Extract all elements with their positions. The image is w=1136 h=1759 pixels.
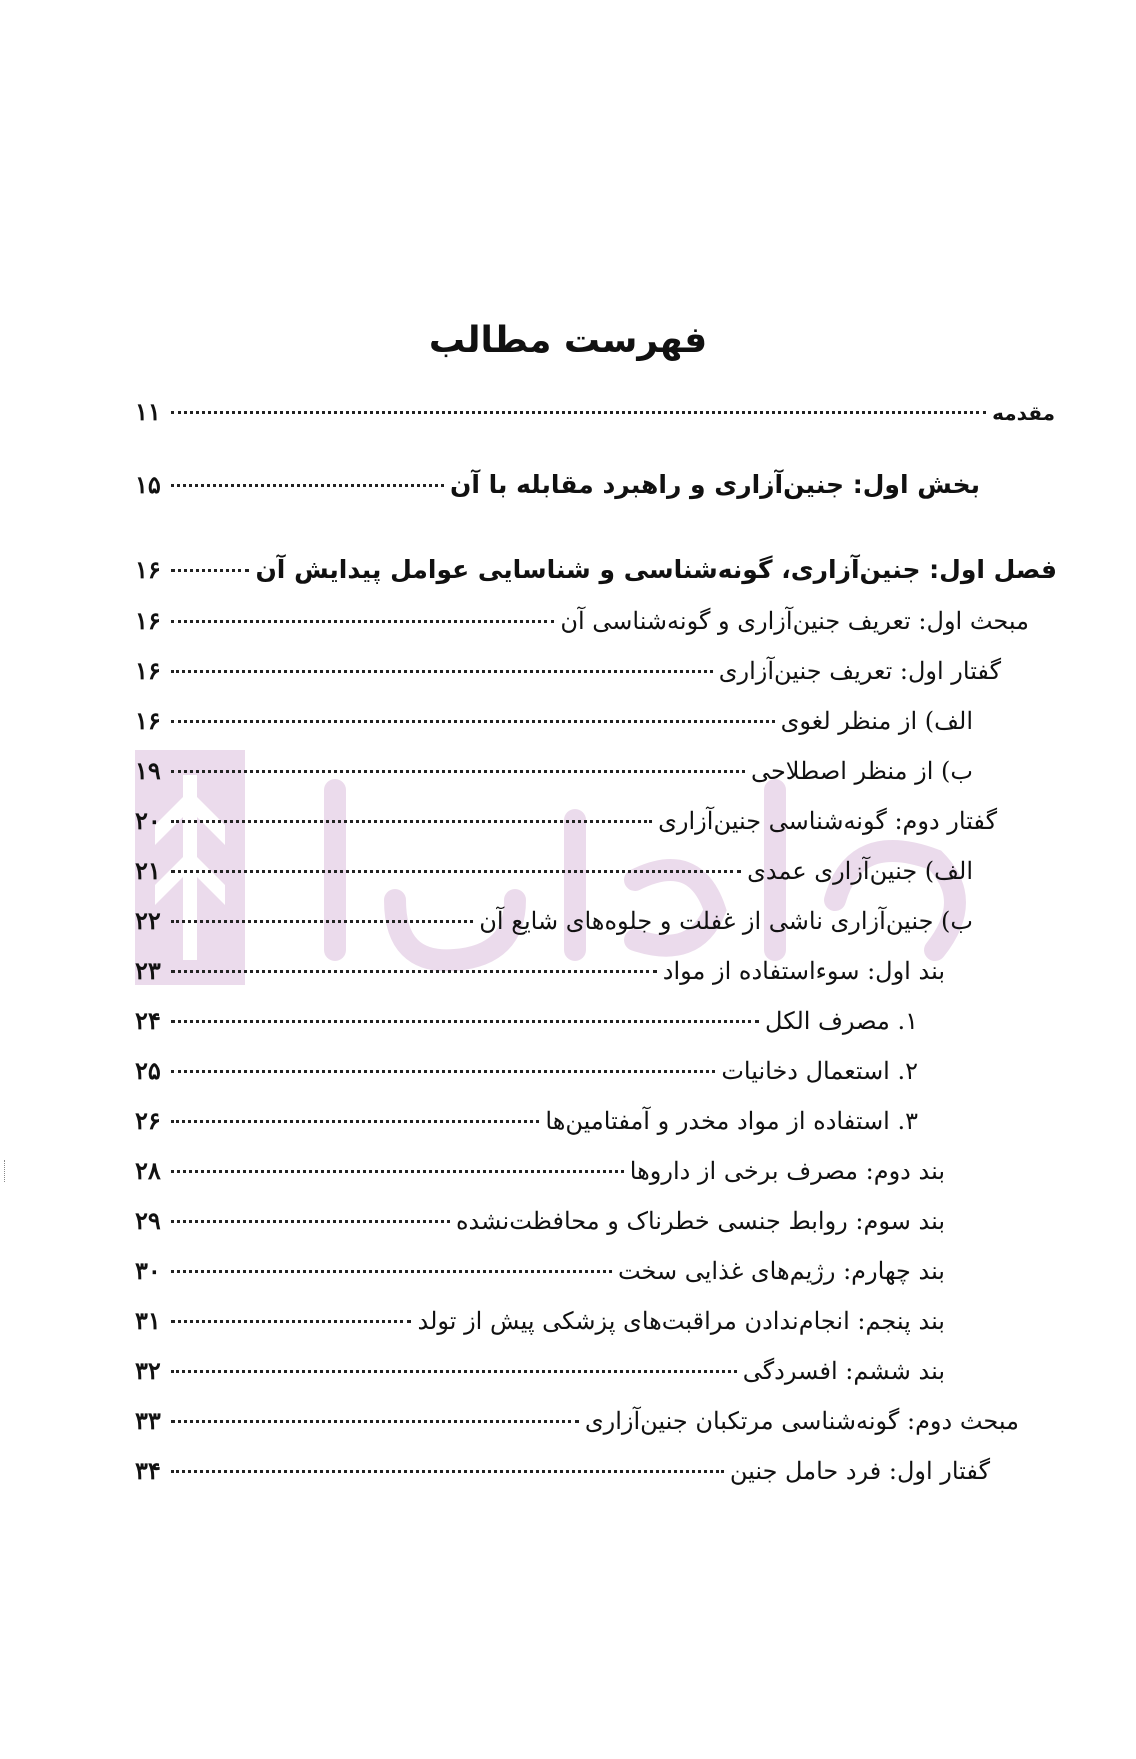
leader-dots bbox=[171, 1220, 450, 1223]
page-number: ۲۹ bbox=[135, 1206, 161, 1235]
page-number: ۳۲ bbox=[135, 1356, 161, 1385]
leader-dots bbox=[171, 820, 652, 823]
page-number: ۱۶ bbox=[135, 656, 161, 685]
toc-entry[interactable] bbox=[135, 656, 1001, 696]
leader-dots bbox=[171, 670, 713, 673]
page-number: ۲۶ bbox=[135, 1106, 161, 1135]
leader-dots bbox=[171, 1020, 759, 1023]
page-title: فهرست مطالب bbox=[428, 320, 708, 361]
toc-entry-intro[interactable] bbox=[135, 397, 1055, 437]
toc-entry[interactable] bbox=[135, 1156, 945, 1196]
toc-entry[interactable] bbox=[135, 1256, 945, 1296]
leader-dots bbox=[171, 920, 473, 923]
toc-entry-chapter-1[interactable] bbox=[135, 555, 1057, 595]
page-number: ۳۱ bbox=[135, 1306, 161, 1335]
leader-dots bbox=[171, 620, 554, 623]
entry-label: ۲. استعمال دخانیات bbox=[721, 1057, 918, 1085]
entry-label: ب) جنین‌آزاری ناشی از غفلت و جلوه‌های شایع آن bbox=[479, 907, 973, 935]
toc-entry[interactable] bbox=[135, 956, 945, 996]
page-number: ۳۴ bbox=[135, 1456, 161, 1485]
toc-entry[interactable] bbox=[135, 1056, 918, 1096]
leader-dots bbox=[171, 1170, 624, 1173]
leader-dots bbox=[171, 411, 986, 414]
entry-label: فصل اول: جنین‌آزاری، گونه‌شناسی و شناسایی عوامل پیدایش آن bbox=[255, 555, 1057, 584]
page-number: ۳۳ bbox=[135, 1406, 161, 1435]
page-number: ۱۶ bbox=[135, 555, 161, 584]
page-number: ۲۰ bbox=[135, 806, 161, 835]
page-number: ۱۶ bbox=[135, 706, 161, 735]
leader-dots bbox=[171, 1370, 737, 1373]
page-number: ۲۲ bbox=[135, 906, 161, 935]
entry-label: ۳. استفاده از مواد مخدر و آمفتامین‌ها bbox=[545, 1107, 918, 1135]
toc-entry[interactable] bbox=[135, 756, 973, 796]
page-number: ۲۱ bbox=[135, 856, 161, 885]
entry-label: بند سوم: روابط جنسی خطرناک و محافظت‌نشده bbox=[455, 1207, 945, 1235]
leader-dots bbox=[171, 770, 745, 773]
entry-label: بخش اول: جنین‌آزاری و راهبرد مقابله با آن bbox=[450, 470, 980, 499]
page-number: ۳۰ bbox=[135, 1256, 161, 1285]
toc-entry[interactable] bbox=[135, 906, 973, 946]
toc-entry[interactable] bbox=[135, 1206, 945, 1246]
entry-label: مبحث اول: تعریف جنین‌آزاری و گونه‌شناسی آن bbox=[560, 607, 1029, 635]
toc-entry[interactable] bbox=[135, 1106, 918, 1146]
toc-entry-part-1[interactable] bbox=[135, 470, 980, 510]
page-number: ۲۸ bbox=[135, 1156, 161, 1185]
toc-entry[interactable] bbox=[135, 856, 973, 896]
toc-entry[interactable] bbox=[135, 1306, 945, 1346]
entry-label: مبحث دوم: گونه‌شناسی مرتکبان جنین‌آزاری bbox=[584, 1407, 1019, 1435]
margin-mark bbox=[4, 1160, 8, 1182]
leader-dots bbox=[171, 1420, 579, 1423]
leader-dots bbox=[171, 1120, 539, 1123]
toc-entry[interactable] bbox=[135, 806, 997, 846]
leader-dots bbox=[171, 1320, 411, 1323]
entry-label: گفتار اول: تعریف جنین‌آزاری bbox=[718, 657, 1001, 685]
entry-label: بند اول: سوءاستفاده از مواد bbox=[662, 957, 945, 985]
toc-entry[interactable] bbox=[135, 706, 973, 746]
entry-label: الف) جنین‌آزاری عمدی bbox=[747, 857, 973, 885]
toc-entry[interactable] bbox=[135, 606, 1029, 646]
leader-dots bbox=[171, 1470, 724, 1473]
entry-label: مقدمه bbox=[992, 401, 1055, 425]
page-number: ۲۵ bbox=[135, 1056, 161, 1085]
entry-label: بند چهارم: رژیم‌های غذایی سخت bbox=[617, 1257, 945, 1285]
toc-entry[interactable] bbox=[135, 1006, 918, 1046]
page-number: ۱۶ bbox=[135, 606, 161, 635]
toc-entry[interactable] bbox=[135, 1356, 945, 1396]
leader-dots bbox=[171, 970, 657, 973]
leader-dots bbox=[171, 569, 249, 572]
entry-label: گفتار اول: فرد حامل جنین bbox=[729, 1457, 990, 1485]
toc-entry[interactable] bbox=[135, 1406, 1019, 1446]
leader-dots bbox=[171, 1270, 612, 1273]
entry-label: بند پنجم: انجام‌ندادن مراقبت‌های پزشکی پیش از تولد bbox=[417, 1307, 945, 1335]
entry-label: الف) از منظر لغوی bbox=[780, 707, 973, 735]
entry-label: گفتار دوم: گونه‌شناسی جنین‌آزاری bbox=[658, 807, 997, 835]
entry-label: بند ششم: افسردگی bbox=[742, 1357, 945, 1385]
page-number: ۱۹ bbox=[135, 756, 161, 785]
page-number: ۱۱ bbox=[135, 397, 161, 426]
page-number: ۱۵ bbox=[135, 470, 161, 499]
toc-entry[interactable] bbox=[135, 1456, 990, 1496]
leader-dots bbox=[171, 870, 741, 873]
leader-dots bbox=[171, 720, 775, 723]
page-number: ۲۴ bbox=[135, 1006, 161, 1035]
page-number: ۲۳ bbox=[135, 956, 161, 985]
leader-dots bbox=[171, 1070, 715, 1073]
entry-label: بند دوم: مصرف برخی از داروها bbox=[629, 1157, 945, 1185]
entry-label: ب) از منظر اصطلاحی bbox=[750, 757, 973, 785]
entry-label: ۱. مصرف الکل bbox=[765, 1007, 918, 1035]
leader-dots bbox=[171, 484, 444, 487]
